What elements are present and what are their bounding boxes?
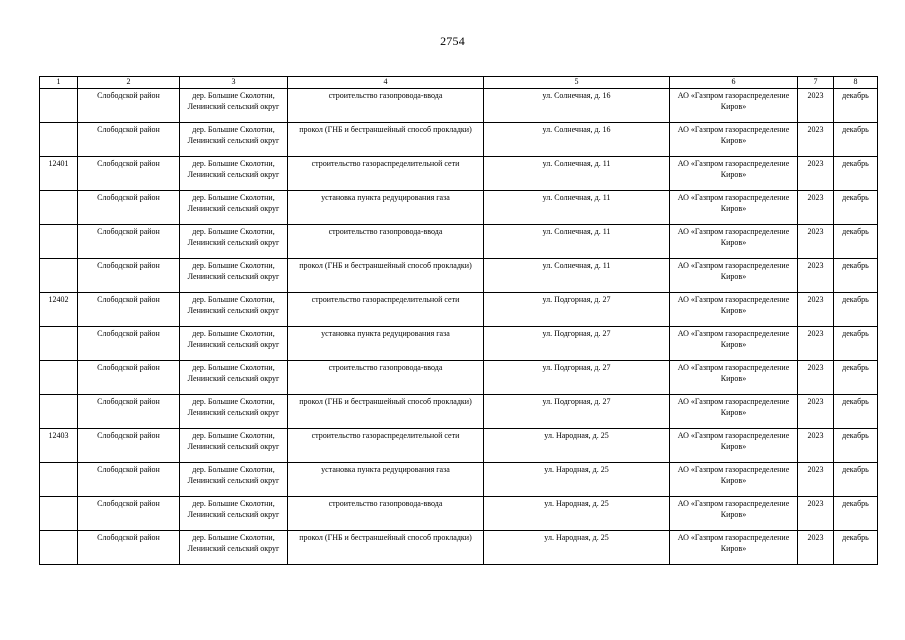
table-row <box>40 123 878 157</box>
cell-work-type: строительство газораспределительной сети <box>288 157 484 191</box>
table-row <box>40 429 878 463</box>
cell-address: ул. Солнечная, д. 16 <box>484 123 670 157</box>
cell-year: 2023 <box>798 395 834 429</box>
cell-settlement: дер. Большие Сколотни, Ленинский сельский округ <box>180 157 288 191</box>
cell-number <box>40 531 78 565</box>
page-number: 2754 <box>440 34 465 48</box>
cell-address: ул. Солнечная, д. 16 <box>484 89 670 123</box>
cell-district: Слободской район <box>78 293 180 327</box>
column-number-header: 1 <box>40 77 78 89</box>
cell-settlement: дер. Большие Сколотни, Ленинский сельский округ <box>180 531 288 565</box>
column-settlement-header: 3 <box>180 77 288 89</box>
cell-organization: АО «Газпром газораспределение Киров» <box>670 259 798 293</box>
table-body <box>40 89 878 565</box>
cell-month: декабрь <box>834 497 878 531</box>
cell-district: Слободской район <box>78 89 180 123</box>
cell-year: 2023 <box>798 225 834 259</box>
cell-settlement: дер. Большие Сколотни, Ленинский сельский округ <box>180 123 288 157</box>
cell-year: 2023 <box>798 293 834 327</box>
cell-number <box>40 361 78 395</box>
cell-month: декабрь <box>834 429 878 463</box>
cell-year: 2023 <box>798 429 834 463</box>
cell-settlement: дер. Большие Сколотни, Ленинский сельский округ <box>180 395 288 429</box>
cell-number: 12401 <box>40 157 78 191</box>
cell-address: ул. Народная, д. 25 <box>484 497 670 531</box>
cell-number: 12403 <box>40 429 78 463</box>
cell-month: декабрь <box>834 463 878 497</box>
column-organization-header: 6 <box>670 77 798 89</box>
cell-district: Слободской район <box>78 327 180 361</box>
cell-organization: АО «Газпром газораспределение Киров» <box>670 89 798 123</box>
table-row <box>40 225 878 259</box>
cell-number <box>40 225 78 259</box>
cell-settlement: дер. Большие Сколотни, Ленинский сельский округ <box>180 89 288 123</box>
cell-district: Слободской район <box>78 463 180 497</box>
cell-work-type: установка пункта редуцирования газа <box>288 327 484 361</box>
cell-district: Слободской район <box>78 497 180 531</box>
cell-address: ул. Подгорная, д. 27 <box>484 327 670 361</box>
cell-organization: АО «Газпром газораспределение Киров» <box>670 531 798 565</box>
cell-district: Слободской район <box>78 531 180 565</box>
cell-district: Слободской район <box>78 259 180 293</box>
cell-address: ул. Солнечная, д. 11 <box>484 225 670 259</box>
table-row <box>40 191 878 225</box>
cell-number <box>40 497 78 531</box>
cell-work-type: строительство газопровода-ввода <box>288 89 484 123</box>
table-row <box>40 497 878 531</box>
table-row <box>40 293 878 327</box>
table-row <box>40 89 878 123</box>
cell-work-type: строительство газопровода-ввода <box>288 225 484 259</box>
cell-district: Слободской район <box>78 157 180 191</box>
cell-number <box>40 395 78 429</box>
cell-organization: АО «Газпром газораспределение Киров» <box>670 327 798 361</box>
cell-organization: АО «Газпром газораспределение Киров» <box>670 429 798 463</box>
cell-month: декабрь <box>834 89 878 123</box>
cell-work-type: прокол (ГНБ и бестраншейный способ прокладки) <box>288 531 484 565</box>
cell-year: 2023 <box>798 157 834 191</box>
cell-month: декабрь <box>834 259 878 293</box>
cell-address: ул. Солнечная, д. 11 <box>484 157 670 191</box>
cell-settlement: дер. Большие Сколотни, Ленинский сельский округ <box>180 463 288 497</box>
cell-district: Слободской район <box>78 225 180 259</box>
cell-work-type: установка пункта редуцирования газа <box>288 191 484 225</box>
cell-address: ул. Подгорная, д. 27 <box>484 395 670 429</box>
column-work-type-header: 4 <box>288 77 484 89</box>
cell-number <box>40 89 78 123</box>
cell-month: декабрь <box>834 123 878 157</box>
cell-settlement: дер. Большие Сколотни, Ленинский сельский округ <box>180 225 288 259</box>
cell-district: Слободской район <box>78 429 180 463</box>
cell-number <box>40 123 78 157</box>
cell-settlement: дер. Большие Сколотни, Ленинский сельский округ <box>180 191 288 225</box>
cell-month: декабрь <box>834 191 878 225</box>
cell-organization: АО «Газпром газораспределение Киров» <box>670 395 798 429</box>
column-address-header: 5 <box>484 77 670 89</box>
gasification-table <box>39 76 878 565</box>
cell-address: ул. Народная, д. 25 <box>484 531 670 565</box>
cell-address: ул. Народная, д. 25 <box>484 429 670 463</box>
cell-month: декабрь <box>834 293 878 327</box>
cell-district: Слободской район <box>78 361 180 395</box>
column-month-header: 8 <box>834 77 878 89</box>
table-row <box>40 531 878 565</box>
cell-address: ул. Солнечная, д. 11 <box>484 191 670 225</box>
cell-district: Слободской район <box>78 123 180 157</box>
cell-month: декабрь <box>834 531 878 565</box>
table-row <box>40 157 878 191</box>
cell-organization: АО «Газпром газораспределение Киров» <box>670 157 798 191</box>
cell-organization: АО «Газпром газораспределение Киров» <box>670 463 798 497</box>
cell-number: 12402 <box>40 293 78 327</box>
cell-work-type: прокол (ГНБ и бестраншейный способ прокладки) <box>288 259 484 293</box>
cell-address: ул. Подгорная, д. 27 <box>484 293 670 327</box>
column-year-header: 7 <box>798 77 834 89</box>
cell-settlement: дер. Большие Сколотни, Ленинский сельский округ <box>180 497 288 531</box>
cell-year: 2023 <box>798 497 834 531</box>
cell-settlement: дер. Большие Сколотни, Ленинский сельский округ <box>180 361 288 395</box>
table-row <box>40 259 878 293</box>
cell-organization: АО «Газпром газораспределение Киров» <box>670 361 798 395</box>
cell-district: Слободской район <box>78 191 180 225</box>
header-row <box>40 77 878 89</box>
cell-work-type: прокол (ГНБ и бестраншейный способ прокладки) <box>288 123 484 157</box>
cell-work-type: строительство газопровода-ввода <box>288 497 484 531</box>
cell-organization: АО «Газпром газораспределение Киров» <box>670 497 798 531</box>
cell-month: декабрь <box>834 395 878 429</box>
cell-month: декабрь <box>834 157 878 191</box>
cell-month: декабрь <box>834 361 878 395</box>
cell-year: 2023 <box>798 259 834 293</box>
cell-work-type: установка пункта редуцирования газа <box>288 463 484 497</box>
cell-settlement: дер. Большие Сколотни, Ленинский сельский округ <box>180 429 288 463</box>
cell-year: 2023 <box>798 531 834 565</box>
cell-number <box>40 191 78 225</box>
cell-organization: АО «Газпром газораспределение Киров» <box>670 191 798 225</box>
cell-year: 2023 <box>798 191 834 225</box>
table-row <box>40 327 878 361</box>
cell-year: 2023 <box>798 89 834 123</box>
column-district-header: 2 <box>78 77 180 89</box>
cell-work-type: прокол (ГНБ и бестраншейный способ прокладки) <box>288 395 484 429</box>
cell-year: 2023 <box>798 123 834 157</box>
cell-address: ул. Солнечная, д. 11 <box>484 259 670 293</box>
cell-settlement: дер. Большие Сколотни, Ленинский сельский округ <box>180 259 288 293</box>
cell-number <box>40 463 78 497</box>
cell-district: Слободской район <box>78 395 180 429</box>
cell-organization: АО «Газпром газораспределение Киров» <box>670 293 798 327</box>
cell-number <box>40 327 78 361</box>
cell-work-type: строительство газораспределительной сети <box>288 293 484 327</box>
cell-year: 2023 <box>798 463 834 497</box>
cell-year: 2023 <box>798 327 834 361</box>
table-header <box>40 77 878 89</box>
cell-work-type: строительство газораспределительной сети <box>288 429 484 463</box>
cell-work-type: строительство газопровода-ввода <box>288 361 484 395</box>
table-row <box>40 395 878 429</box>
cell-settlement: дер. Большие Сколотни, Ленинский сельский округ <box>180 327 288 361</box>
table-row <box>40 463 878 497</box>
cell-year: 2023 <box>798 361 834 395</box>
cell-address: ул. Народная, д. 25 <box>484 463 670 497</box>
table-row <box>40 361 878 395</box>
cell-month: декабрь <box>834 225 878 259</box>
cell-organization: АО «Газпром газораспределение Киров» <box>670 225 798 259</box>
cell-settlement: дер. Большие Сколотни, Ленинский сельский округ <box>180 293 288 327</box>
cell-organization: АО «Газпром газораспределение Киров» <box>670 123 798 157</box>
cell-number <box>40 259 78 293</box>
cell-address: ул. Подгорная, д. 27 <box>484 361 670 395</box>
cell-month: декабрь <box>834 327 878 361</box>
